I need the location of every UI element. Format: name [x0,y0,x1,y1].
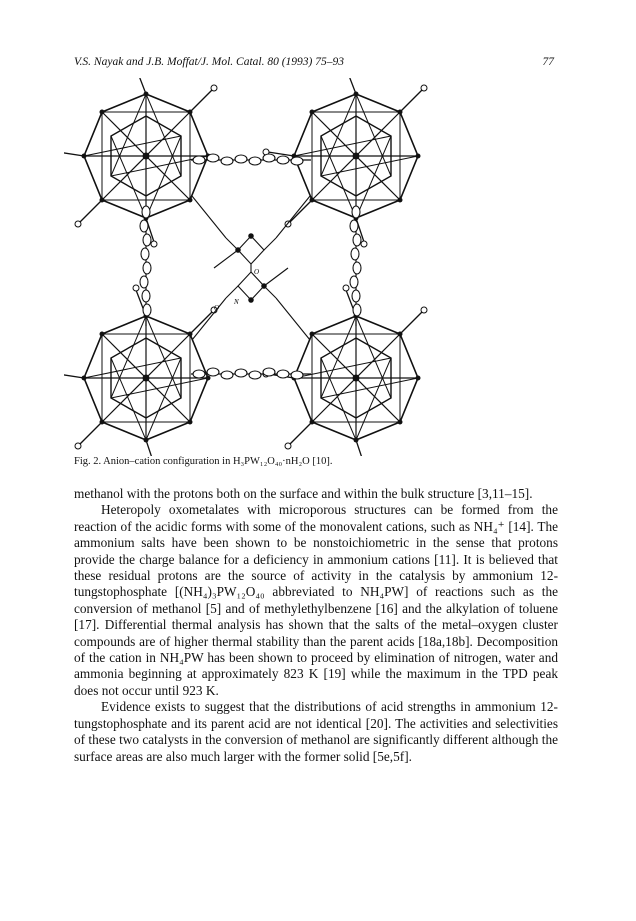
body-text [74,486,558,765]
atom-label-n: N [234,298,239,306]
paragraph-1: methanol with the protons both on the surface and within the bulk structure [3,11–15]. [74,486,533,501]
water-chain-right [350,206,361,326]
paragraph-3: Evidence exists to suggest that the distributions of acid strengths in ammonium 12-tungstophosphate and its parent acid are not identical [20]. The activities and selectivities of these two catalysts in the conversion of methanol are significantly different although the surface areas are also much larger with the former solid [5e,5f]. [74,699,558,764]
paragraph-2: Heteropoly oxometalates with microporous structures can be formed from the reaction of the acidic forms with some of the monovalent cations, such as NH₄⁺ [14]. The ammonium salts have been shown to be nonstoichiometric in the sense that protons provide the charge balance for a deficiency in ammonium cations [11]. It is believed that these residual protons are the source of activity in the catalysis by ammonium 12-tungstophosphate [(NH₄)₃PW₁₂O₄₀ abbreviated to NH₄PW] of reactions such as the conversion of methanol [5] and of methylethylbenzene [16] and the alkylation of toluene [17]. Differential thermal analysis has shown that the salts of the metal–oxygen cluster compounds are of higher thermal stability than the parent acids [18a,18b]. Decomposition of the cation in NH₄PW has been shown to proceed by elimination of nitrogen, water and ammonia beginning at approximately 823 K [19] while the maximum in the TPD peak does not occur until 923 K. [74,502,558,698]
header-citation: V.S. Nayak and J.B. Moffat/J. Mol. Catal. 80 (1993) 75–93 [74,56,345,68]
keggin-anion-bottom-right [263,285,427,456]
atom-label-o-upper: O [254,268,260,276]
running-header [74,56,554,68]
central-cation-network [192,196,310,340]
crystal-structure-figure [64,78,436,456]
page-number: 77 [542,56,554,68]
water-chain-left [140,206,151,326]
figure-caption: Fig. 2. Anion–cation configuration in H₃PW₁₂O₄₀·nH₂O [10]. [74,456,333,467]
atom-label-o-lower: O [214,304,220,312]
keggin-anion-bottom-left [64,285,220,456]
